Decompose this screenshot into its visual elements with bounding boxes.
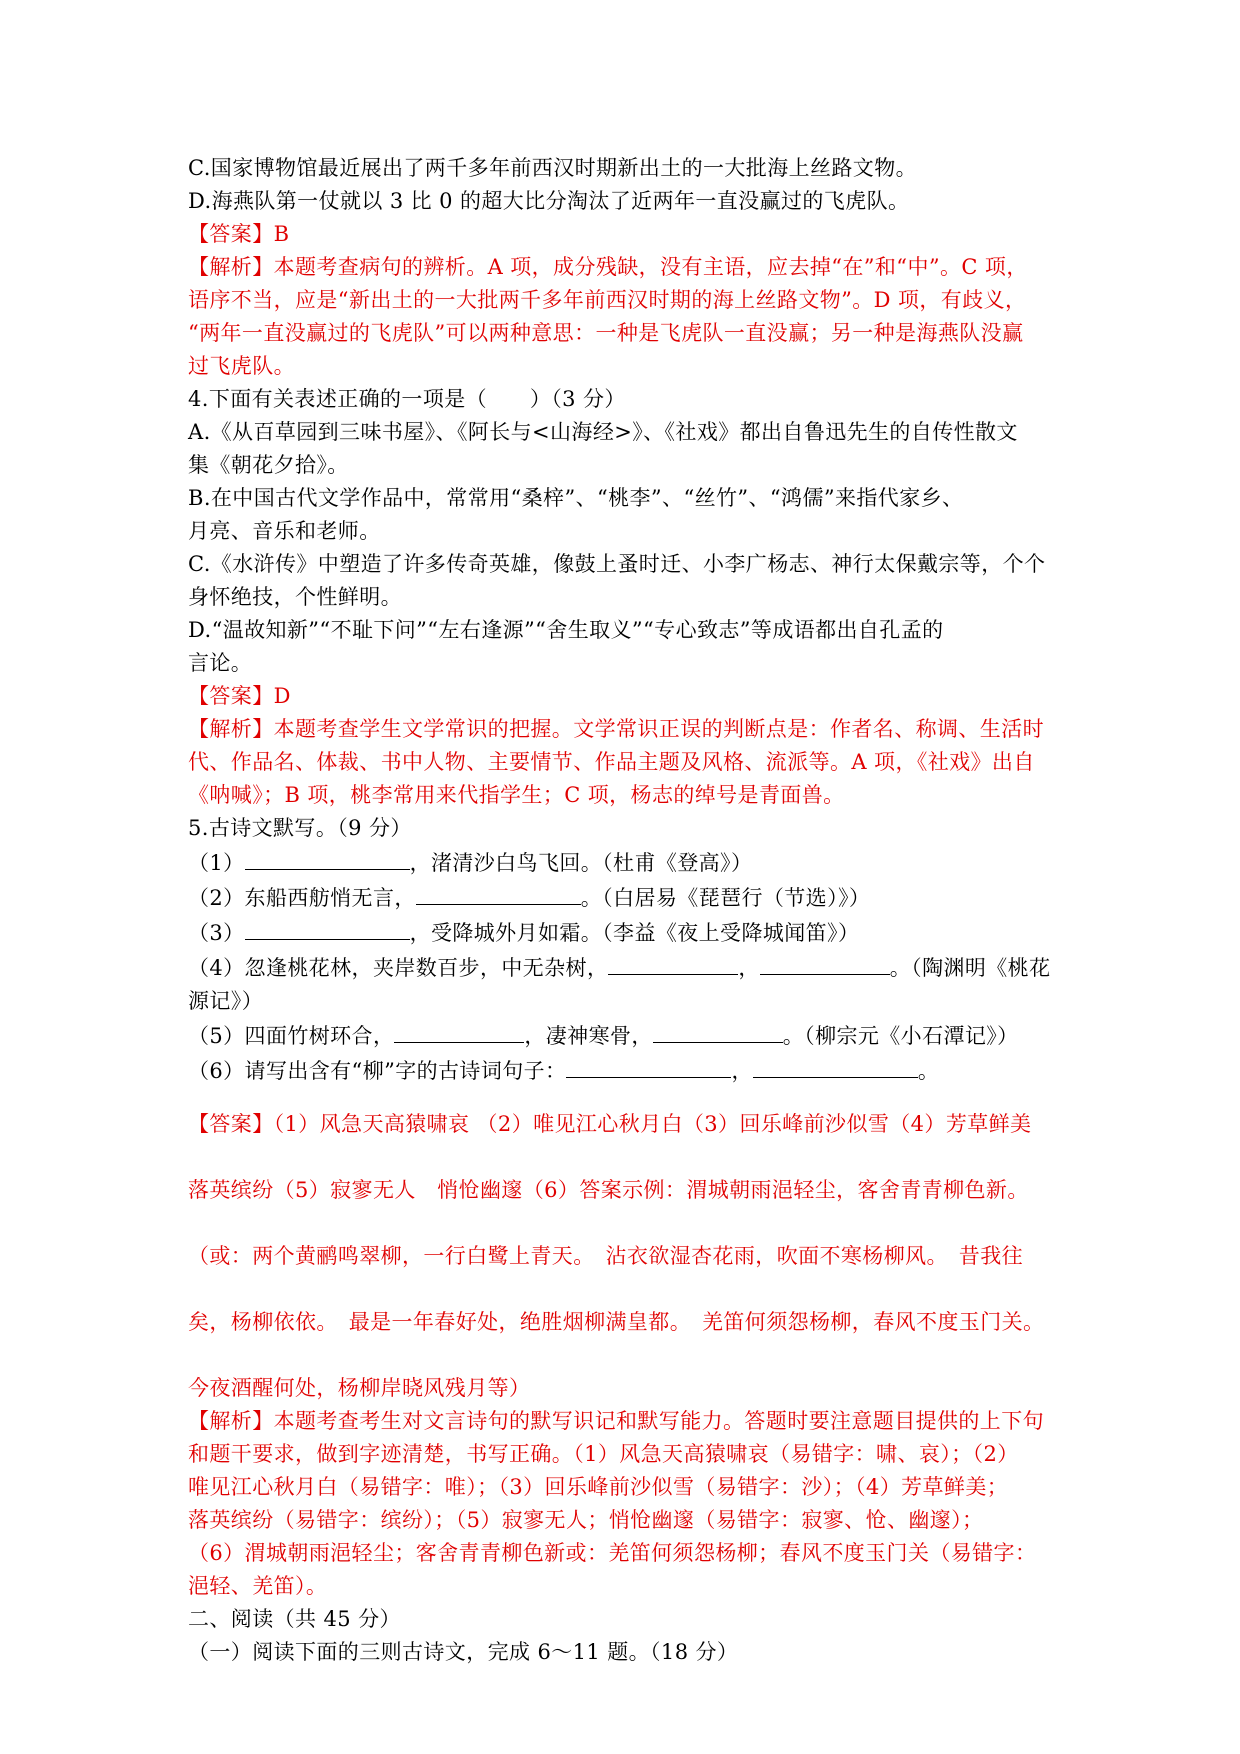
q3-analysis-line: 语序不当，应是“新出土的一大批两千多年前西汉时期的海上丝路文物”。D 项，有歧义， bbox=[188, 288, 1027, 312]
q4-analysis-line: 【解析】本题考查学生文学常识的把握。文学常识正误的判断点是：作者名、称调、生活时 bbox=[188, 717, 1044, 741]
q4-option-d: D.“温故知新”“不耻下问”“左右逢源”“舍生取义”“专心致志”等成语都出自孔孟的 bbox=[188, 618, 944, 642]
q5-item-text: 。（陶渊明《桃花 bbox=[889, 956, 1051, 980]
q5-item-text: ，渚清沙白鸟飞回。（杜甫《登高》） bbox=[409, 851, 753, 875]
q5-item-text: ， bbox=[731, 1059, 753, 1083]
q3-option-d: D.海燕队第一仗就以 3 比 0 的超大比分淘汰了近两年一直没赢过的飞虎队。 bbox=[188, 189, 910, 213]
q5-item-5 bbox=[188, 1018, 1068, 1053]
q4-option-a-cont: 集《朝花夕拾》。 bbox=[188, 453, 349, 477]
q4-option-c: C.《水浒传》中塑造了许多传奇英雄，像鼓上蚤时迁、小李广杨志、神行太保戴宗等，个个 bbox=[188, 552, 1046, 576]
q4-stem: 4.下面有关表述正确的一项是（ ）（3 分） bbox=[188, 387, 626, 411]
section-title: 二、阅读（共 45 分） bbox=[188, 1607, 401, 1631]
q5-answer-line: （或：两个黄鹂鸣翠柳，一行白鹭上青天。 沾衣欲湿杏花雨，吹面不寒杨柳风。 昔我往 bbox=[188, 1244, 1023, 1268]
q5-item-label: （3） bbox=[188, 921, 245, 945]
fill-blank[interactable] bbox=[394, 1018, 524, 1043]
q3-option-c: C.国家博物馆最近展出了两千多年前西汉时期新出土的一大批海上丝路文物。 bbox=[188, 156, 917, 180]
q4-option-c-cont: 身怀绝技，个性鲜明。 bbox=[188, 585, 402, 609]
q4-analysis-line: 代、作品名、体裁、书中人物、主要情节、作品主题及风格、流派等。A 项，《社戏》出自 bbox=[188, 750, 1035, 774]
fill-blank[interactable] bbox=[416, 880, 581, 905]
q5-answer-line: 今夜酒醒何处，杨柳岸晓风残月等） bbox=[188, 1376, 531, 1400]
fill-blank[interactable] bbox=[760, 950, 890, 975]
q5-item-text: （4）忽逢桃花林，夹岸数百步，中无杂树， bbox=[188, 956, 609, 980]
q5-item-text: 。（柳宗元《小石潭记》） bbox=[782, 1024, 1019, 1048]
q5-analysis-line: 唯见江心秋月白（易错字：唯）；（3）回乐峰前沙似雪（易错字：沙）；（4）芳草鲜美； bbox=[188, 1475, 1009, 1499]
q3-analysis-line: “两年一直没赢过的飞虎队”可以两种意思：一种是飞虎队一直没赢；另一种是海燕队没赢 bbox=[188, 321, 1024, 345]
fill-blank[interactable] bbox=[245, 915, 410, 940]
q5-analysis-line: （6）渭城朝雨浥轻尘；客舍青青柳色新或：羌笛何须怨杨柳；春风不度玉门关（易错字： bbox=[188, 1541, 1037, 1565]
q5-analysis-line: 【解析】本题考查考生对文言诗句的默写识记和默写能力。答题时要注意题目提供的上下句 bbox=[188, 1409, 1044, 1433]
fill-blank[interactable] bbox=[566, 1053, 731, 1078]
q5-stem: 5.古诗文默写。（9 分） bbox=[188, 816, 412, 840]
q5-item-text: ，凄神寒骨， bbox=[524, 1024, 653, 1048]
q5-item-4-cont: 源记》） bbox=[188, 989, 264, 1013]
q5-answer-line: 矣，杨柳依依。 最是一年春好处，绝胜烟柳满皇都。 羌笛何须怨杨柳，春风不度玉门关。 bbox=[188, 1310, 1045, 1334]
fill-blank[interactable] bbox=[608, 950, 738, 975]
section-subtitle: （一）阅读下面的三则古诗文，完成 6～11 题。（18 分） bbox=[188, 1640, 739, 1664]
fill-blank[interactable] bbox=[245, 845, 410, 870]
fill-blank[interactable] bbox=[753, 1053, 918, 1078]
q5-analysis-line: 和题干要求，做到字迹清楚，书写正确。（1）风急天高猿啸哀（易错字：啸、哀）；（2） bbox=[188, 1442, 1019, 1466]
q5-analysis-line: 浥轻、羌笛）。 bbox=[188, 1574, 328, 1598]
q5-item-label: （1） bbox=[188, 851, 245, 875]
q4-option-d-cont: 言论。 bbox=[188, 651, 253, 675]
q3-analysis-line: 【解析】本题考查病句的辨析。A 项，成分残缺，没有主语，应去掉“在”和“中”。C 项， bbox=[188, 255, 1028, 279]
document-body bbox=[188, 152, 1068, 1669]
q4-answer: 【答案】D bbox=[188, 684, 291, 708]
q5-item-3 bbox=[188, 915, 1068, 950]
q4-option-b: B.在中国古代文学作品中，常常用“桑梓”、“桃李”、“丝竹”、“鸿儒”来指代家乡、 bbox=[188, 486, 964, 510]
q5-item-text: ，受降城外月如霜。（李益《夜上受降城闻笛》） bbox=[409, 921, 860, 945]
q5-item-text: 。 bbox=[917, 1059, 940, 1083]
q5-answer-line: 落英缤纷（5）寂寥无人 悄怆幽邃（6）答案示例：渭城朝雨浥轻尘，客舍青青柳色新。 bbox=[188, 1178, 1029, 1202]
q5-item-6 bbox=[188, 1053, 1068, 1088]
q5-item-4 bbox=[188, 950, 1068, 985]
q4-analysis-line: 《呐喊》；B 项，桃李常用来代指学生；C 项，杨志的绰号是青面兽。 bbox=[188, 783, 845, 807]
q5-analysis-line: 落英缤纷（易错字：缤纷）；（5）寂寥无人；悄怆幽邃（易错字：寂寥、怆、幽邃）； bbox=[188, 1508, 984, 1532]
q5-item-text: （2）东船西舫悄无言， bbox=[188, 886, 416, 910]
q5-item-1 bbox=[188, 845, 1068, 880]
q3-analysis-line: 过飞虎队。 bbox=[188, 354, 295, 378]
q4-option-b-cont: 月亮、音乐和老师。 bbox=[188, 519, 381, 543]
q5-item-text: ， bbox=[738, 956, 760, 980]
q5-item-text: 。（白居易《琵琶行（节选）》） bbox=[580, 886, 871, 910]
q3-answer: 【答案】B bbox=[188, 222, 290, 246]
q5-answer-block bbox=[188, 1108, 1068, 1405]
q5-item-2 bbox=[188, 880, 1068, 915]
q5-answer-line: 【答案】（1）风急天高猿啸哀 （2）唯见江心秋月白（3）回乐峰前沙似雪（4）芳草鲜美 bbox=[188, 1112, 1032, 1136]
fill-blank[interactable] bbox=[653, 1018, 783, 1043]
q5-item-text: （6）请写出含有“柳”字的古诗词句子： bbox=[188, 1059, 567, 1083]
q5-item-text: （5）四面竹树环合， bbox=[188, 1024, 395, 1048]
q4-option-a: A.《从百草园到三味书屋》、《阿长与<山海经>》、《社戏》都出自鲁迅先生的自传性散文 bbox=[188, 420, 1018, 444]
